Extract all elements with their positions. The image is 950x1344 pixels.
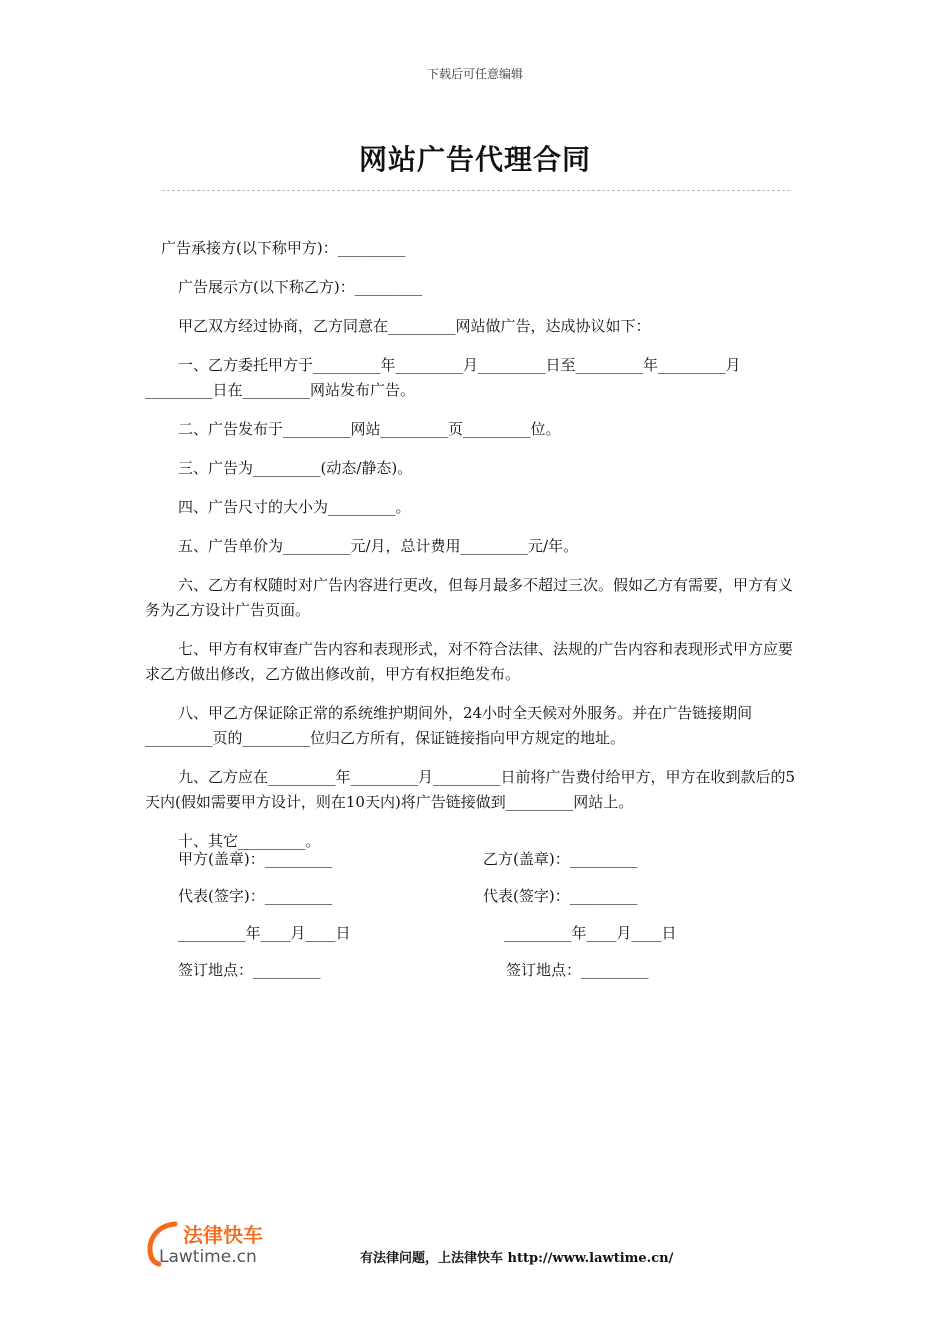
clause-3: 三、广告为_________(动态/静态)。 (178, 459, 413, 477)
date-a: _________年____月____日 (178, 924, 351, 942)
date-b: _________年____月____日 (504, 924, 677, 942)
header-note: 下载后可任意编辑 (426, 67, 523, 81)
contract-body (145, 236, 807, 868)
party-a-seal: 甲方(盖章)：_________ (178, 850, 333, 868)
lawtime-logo (145, 1218, 285, 1268)
clause-1: 一、乙方委托甲方于_________年_________月_________日至_________年_________月_________日在_________网站发布广告。 (145, 356, 741, 399)
clause-2: 二、广告发布于_________网站_________页_________位。 (178, 420, 561, 438)
clause-party-b: 广告展示方(以下称乙方)：_________ (178, 278, 423, 296)
rep-b: 代表(签字)：_________ (483, 887, 638, 905)
title-divider (162, 190, 790, 191)
clause-7: 七、甲方有权审查广告内容和表现形式，对不符合法律、法规的广告内容和表现形式甲方应要求乙方做出修改，乙方做出修改前，甲方有权拒绝发布。 (145, 640, 794, 683)
logo-en-text: Lawtime.cn (159, 1247, 257, 1267)
clause-4: 四、广告尺寸的大小为_________。 (178, 498, 411, 516)
party-b-seal: 乙方(盖章)：_________ (483, 850, 638, 868)
footer-tagline: 有法律问题，上法律快车 http://www.lawtime.cn/ (360, 1251, 674, 1266)
clause-preamble: 甲乙双方经过协商，乙方同意在_________网站做广告，达成协议如下： (178, 317, 651, 335)
document-title: 网站广告代理合同 (358, 143, 591, 176)
clause-6: 六、乙方有权随时对广告内容进行更改，但每月最多不超过三次。假如乙方有需要，甲方有义务为乙方设计广告页面。 (145, 576, 794, 619)
place-a: 签订地点：_________ (178, 961, 321, 979)
clause-8: 八、甲乙方保证除正常的系统维护期间外，24小时全天候对外服务。并在广告链接期间_________页的_________位归乙方所有，保证链接指向甲方规定的地址。 (145, 704, 753, 747)
place-b: 签订地点：_________ (506, 961, 649, 979)
logo-cn-text: 法律快车 (183, 1223, 263, 1247)
clause-9: 九、乙方应在_________年_________月_________日前将广告费付给甲方，甲方在收到款后的5天内(假如需要甲方设计，则在10天内)将广告链接做到_________网站上。 (145, 768, 796, 811)
clause-5: 五、广告单价为_________元/月，总计费用_________元/年。 (178, 537, 579, 555)
clause-10: 十、其它_________。 (178, 832, 321, 850)
clause-party-a: 广告承接方(以下称甲方)：_________ (161, 239, 406, 257)
rep-a: 代表(签字)：_________ (178, 887, 333, 905)
